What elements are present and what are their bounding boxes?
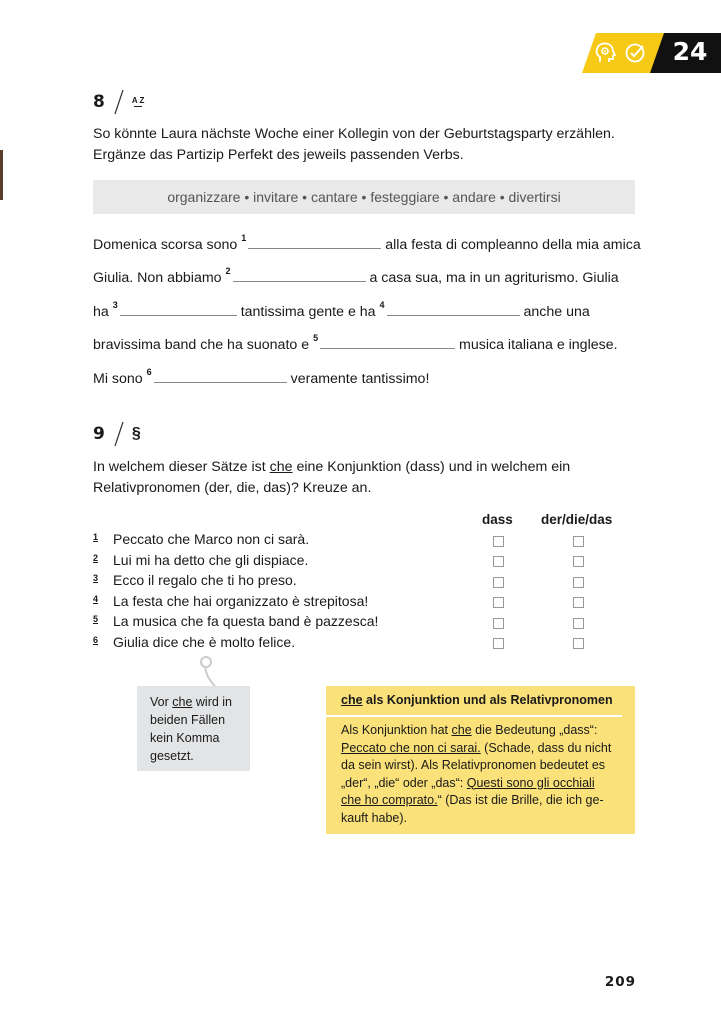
checkbox-dass-5[interactable]: [493, 618, 504, 629]
sentence-row: 6 Giulia dice che è molto felice.: [93, 634, 296, 650]
column-header-relative: der/die/das: [541, 512, 613, 527]
checkbox-relative-2[interactable]: [573, 556, 584, 567]
page-number: 209: [604, 974, 636, 990]
sentence-row: 1 Peccato che Marco non ci sarà.: [93, 531, 310, 547]
exercise-number: 8: [93, 92, 105, 112]
brain-gear-icon: [594, 42, 616, 64]
gap-blank-6[interactable]: [154, 368, 287, 383]
slash-separator-icon: [114, 421, 124, 447]
checkbox-relative-5[interactable]: [573, 618, 584, 629]
grammar-box-body: Als Konjunktion hat che die Bedeutung „dass“: Peccato che non ci sarai. (Schade, dass du nicht da sein wirst). Als Relativpronomen bedeutet es „der“, „die“ oder „das“: Questi sono gli occhiali che ho comprato.“ (Das ist die Brille, die ich ge- kauft habe).: [341, 723, 612, 825]
checkbox-relative-4[interactable]: [573, 597, 584, 608]
fill-line-5: Mi sono $^6$ veramente tantissimo!: [93, 367, 430, 387]
gap-number: 3: [112, 300, 118, 310]
column-header-dass: dass: [482, 512, 513, 527]
checkbox-dass-2[interactable]: [493, 556, 504, 567]
grammar-box-title: che als Konjunktion und als Relativpronomen: [341, 693, 613, 707]
gap-number: 5: [313, 333, 319, 343]
gap-blank-3[interactable]: [120, 301, 237, 316]
chapter-number: 24: [672, 37, 708, 66]
sentence-row: 5 La musica che fa questa band è pazzesca!: [93, 613, 379, 629]
fill-line-3: ha $^3$ tantissima gente e ha $^4$ anche una: [93, 300, 590, 320]
exercise-8-instruction: So könnte Laura nächste Woche einer Kollegin von der Geburtstagsparty erzählen. Ergänze das Partizip Perfekt des jeweils passenden Verbs.: [93, 126, 615, 163]
checkbox-dass-4[interactable]: [493, 597, 504, 608]
checkbox-dass-3[interactable]: [493, 577, 504, 588]
exercise-9-instruction: In welchem dieser Sätze ist che eine Konjunktion (dass) und in welchem ein Relativpronomen (der, die, das)? Kreuze an.: [93, 459, 571, 496]
gap-number: 6: [146, 367, 152, 377]
gap-blank-5[interactable]: [320, 334, 455, 349]
gap-number: 1: [241, 233, 247, 243]
sentence-row: 3 Ecco il regalo che ti ho preso.: [93, 572, 297, 588]
exercise-9-heading: [93, 421, 141, 447]
gap-blank-2[interactable]: [233, 267, 366, 282]
target-check-icon: [624, 42, 646, 64]
fill-line-4: bravissima band che ha suonato e $^5$ musica italiana e inglese.: [93, 333, 618, 353]
callout-connector: [195, 664, 225, 688]
slash-separator-icon: [114, 89, 124, 115]
fill-line-2: Giulia. Non abbiamo $^2$ a casa sua, ma in un agriturismo. Giulia: [93, 266, 619, 286]
checkbox-relative-3[interactable]: [573, 577, 584, 588]
word-bank: organizzare • invitare • cantare • festeggiare • andare • divertirsi: [93, 180, 635, 214]
grammar-box: [326, 686, 635, 834]
paragraph-icon: §: [131, 425, 141, 442]
exercise-number: 9: [93, 424, 105, 444]
gap-number: 4: [379, 300, 385, 310]
chapter-badge: [582, 33, 721, 73]
callout-dot: [200, 656, 212, 668]
fill-line-1: Domenica scorsa sono $^1$ alla festa di compleanno della mia amica: [93, 233, 641, 253]
checkbox-dass-1[interactable]: [493, 536, 504, 547]
checkbox-relative-1[interactable]: [573, 536, 584, 547]
checkbox-dass-6[interactable]: [493, 638, 504, 649]
grammar-box-divider: [326, 715, 622, 717]
gap-blank-1[interactable]: [248, 234, 381, 249]
sentence-row: 2 Lui mi ha detto che gli dispiace.: [93, 552, 309, 568]
tip-note: Vor che wird in beiden Fällen kein Komma gesetzt.: [137, 686, 250, 771]
exercise-8-heading: [93, 89, 144, 115]
a-z-icon: A Z: [131, 95, 145, 105]
checkbox-relative-6[interactable]: [573, 638, 584, 649]
gap-blank-4[interactable]: [387, 301, 520, 316]
sentence-row: 4 La festa che hai organizzato è strepitosa!: [93, 593, 369, 609]
page-edge-mark: [0, 150, 3, 200]
gap-number: 2: [225, 266, 231, 276]
